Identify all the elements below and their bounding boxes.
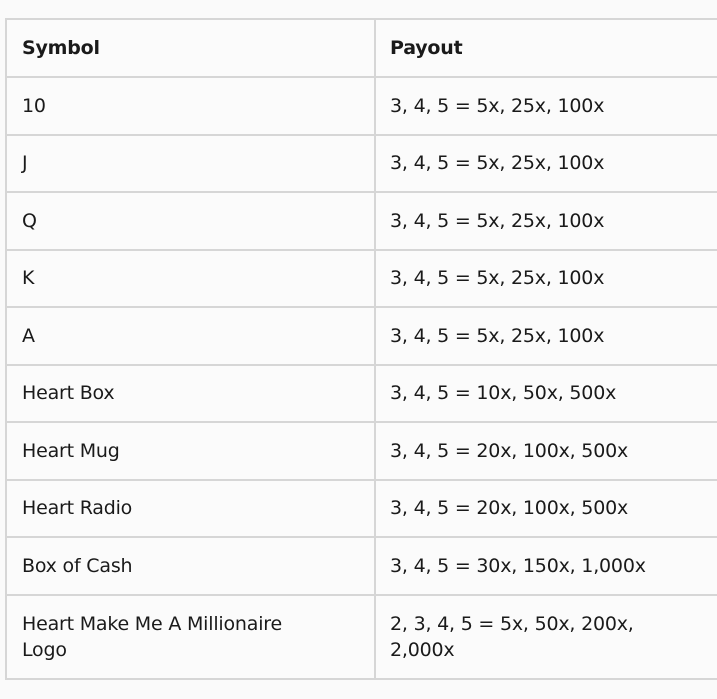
symbol-cell: A	[6, 307, 375, 365]
symbol-cell: 10	[6, 77, 375, 135]
payout-cell: 3, 4, 5 = 5x, 25x, 100x	[375, 307, 717, 365]
table-row	[6, 480, 717, 538]
paytable	[5, 18, 717, 680]
payout-table	[5, 18, 717, 680]
table-row	[6, 77, 717, 135]
payout-cell: 3, 4, 5 = 5x, 25x, 100x	[375, 192, 717, 250]
symbol-cell: Heart Radio	[6, 480, 375, 538]
symbol-cell: Heart Box	[6, 365, 375, 423]
table-row	[6, 422, 717, 480]
payout-cell: 3, 4, 5 = 10x, 50x, 500x	[375, 365, 717, 423]
payout-cell: 3, 4, 5 = 5x, 25x, 100x	[375, 135, 717, 193]
payout-cell: 3, 4, 5 = 5x, 25x, 100x	[375, 250, 717, 308]
symbol-cell: J	[6, 135, 375, 193]
table-row	[6, 365, 717, 423]
symbol-cell: Q	[6, 192, 375, 250]
table-row	[6, 595, 717, 679]
payout-cell: 3, 4, 5 = 30x, 150x, 1,000x	[375, 537, 717, 595]
symbol-cell: Heart Make Me A Millionaire Logo	[6, 595, 375, 679]
table-row	[6, 307, 717, 365]
header-symbol: Symbol	[6, 19, 375, 77]
symbol-cell: Box of Cash	[6, 537, 375, 595]
table-row	[6, 250, 717, 308]
payout-cell: 3, 4, 5 = 20x, 100x, 500x	[375, 422, 717, 480]
table-row	[6, 537, 717, 595]
table-row	[6, 192, 717, 250]
header-payout: Payout	[375, 19, 717, 77]
table-header-row	[6, 19, 717, 77]
payout-cell: 3, 4, 5 = 5x, 25x, 100x	[375, 77, 717, 135]
symbol-cell: Heart Mug	[6, 422, 375, 480]
symbol-cell: K	[6, 250, 375, 308]
table-row	[6, 135, 717, 193]
payout-cell: 2, 3, 4, 5 = 5x, 50x, 200x, 2,000x	[375, 595, 717, 679]
payout-cell: 3, 4, 5 = 20x, 100x, 500x	[375, 480, 717, 538]
